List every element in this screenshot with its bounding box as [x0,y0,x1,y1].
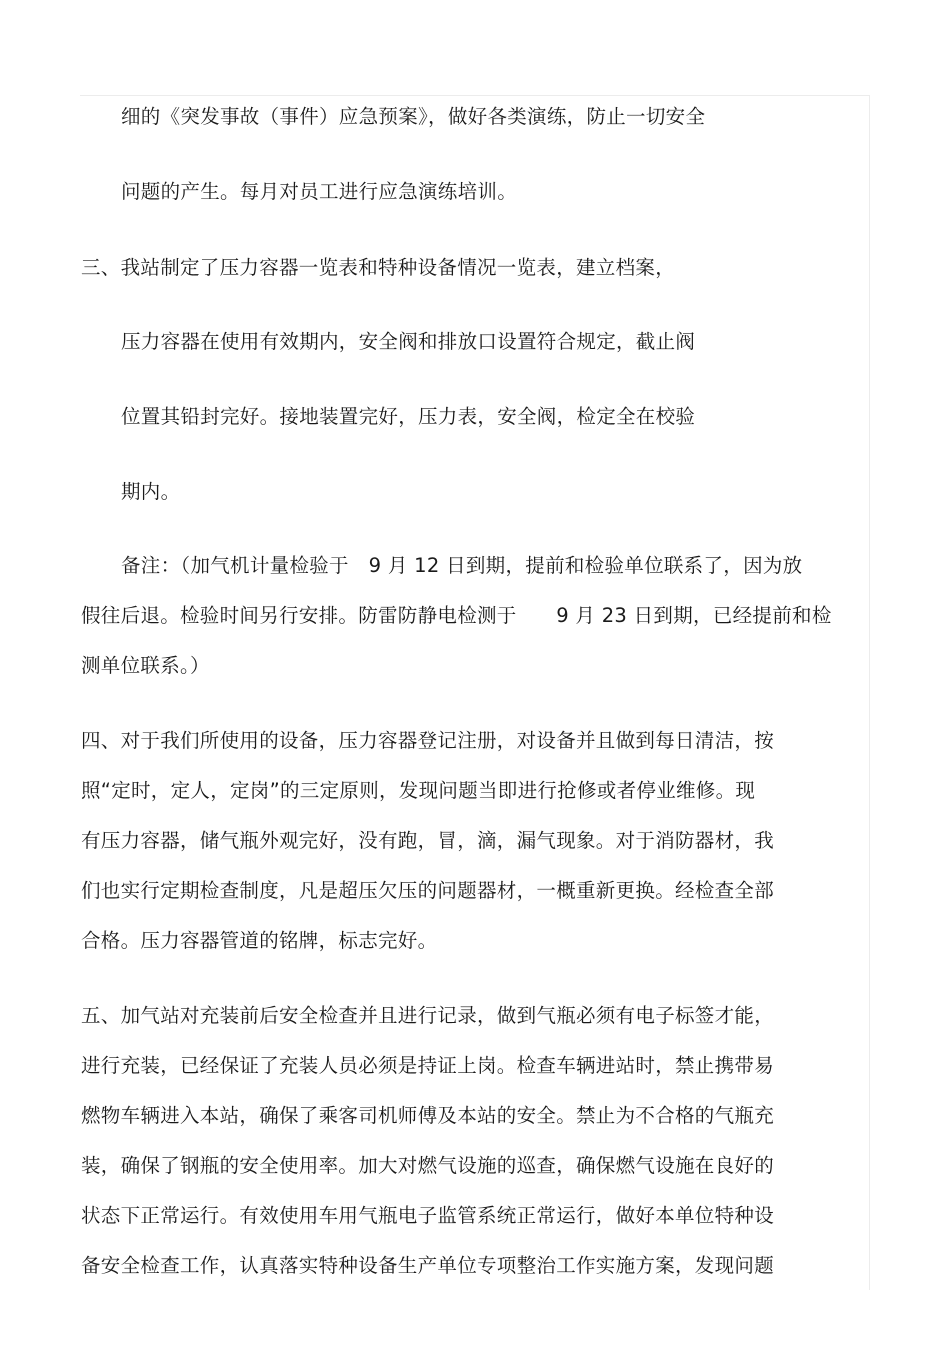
section-five-line-6: 备安全检查工作，认真落实特种设备生产单位专项整治工作实施方案，发现问题 [81,1254,775,1277]
text-line-6: 期内。 [121,480,181,503]
section-three-heading: 三、我站制定了压力容器一览表和特种设备情况一览表，建立档案， [81,256,676,279]
page-border-top [80,95,870,96]
section-four-heading: 四、对于我们所使用的设备，压力容器登记注册，对设备并且做到每日清洁，按 [81,729,775,752]
text-line-1: 细的《突发事故（事件）应急预案》，做好各类演练，防止一切安全 [121,105,706,128]
text-line-4: 压力容器在使用有效期内，安全阀和排放口设置符合规定，截止阀 [121,330,696,353]
section-four-line-2: 照“定时，定人，定岗”的三定原则，发现问题当即进行抢修或者停业维修。现 [81,779,756,802]
section-four-line-3: 有压力容器，储气瓶外观完好，没有跑，冒，滴，漏气现象。对于消防器材，我 [81,829,775,852]
section-five-line-3: 燃物车辆进入本站，确保了乘客司机师傅及本站的安全。禁止为不合格的气瓶充 [81,1104,775,1127]
section-five-heading: 五、加气站对充装前后安全检查并且进行记录，做到气瓶必须有电子标签才能， [81,1004,775,1027]
note-line-1: 备注：（加气机计量检验于 9 月 12 日到期，提前和检验单位联系了，因为放 [121,554,803,577]
note-line-2: 假往后退。检验时间另行安排。防雷防静电检测于 9 月 23 日到期，已经提前和检 [81,604,832,627]
section-four-line-5: 合格。压力容器管道的铭牌，标志完好。 [81,929,438,952]
page-border-right [869,95,870,1290]
text-line-5: 位置其铅封完好。接地装置完好，压力表，安全阀，检定全在校验 [121,405,696,428]
section-four-line-4: 们也实行定期检查制度，凡是超压欠压的问题器材，一概重新更换。经检查全部 [81,879,775,902]
section-five-line-2: 进行充装，已经保证了充装人员必须是持证上岗。检查车辆进站时，禁止携带易 [81,1054,775,1077]
section-five-line-4: 装，确保了钢瓶的安全使用率。加大对燃气设施的巡查，确保燃气设施在良好的 [81,1154,775,1177]
text-line-2: 问题的产生。每月对员工进行应急演练培训。 [121,180,518,203]
section-five-line-5: 状态下正常运行。有效使用车用气瓶电子监管系统正常运行，做好本单位特种设 [81,1204,775,1227]
note-line-3: 测单位联系。） [81,654,210,677]
